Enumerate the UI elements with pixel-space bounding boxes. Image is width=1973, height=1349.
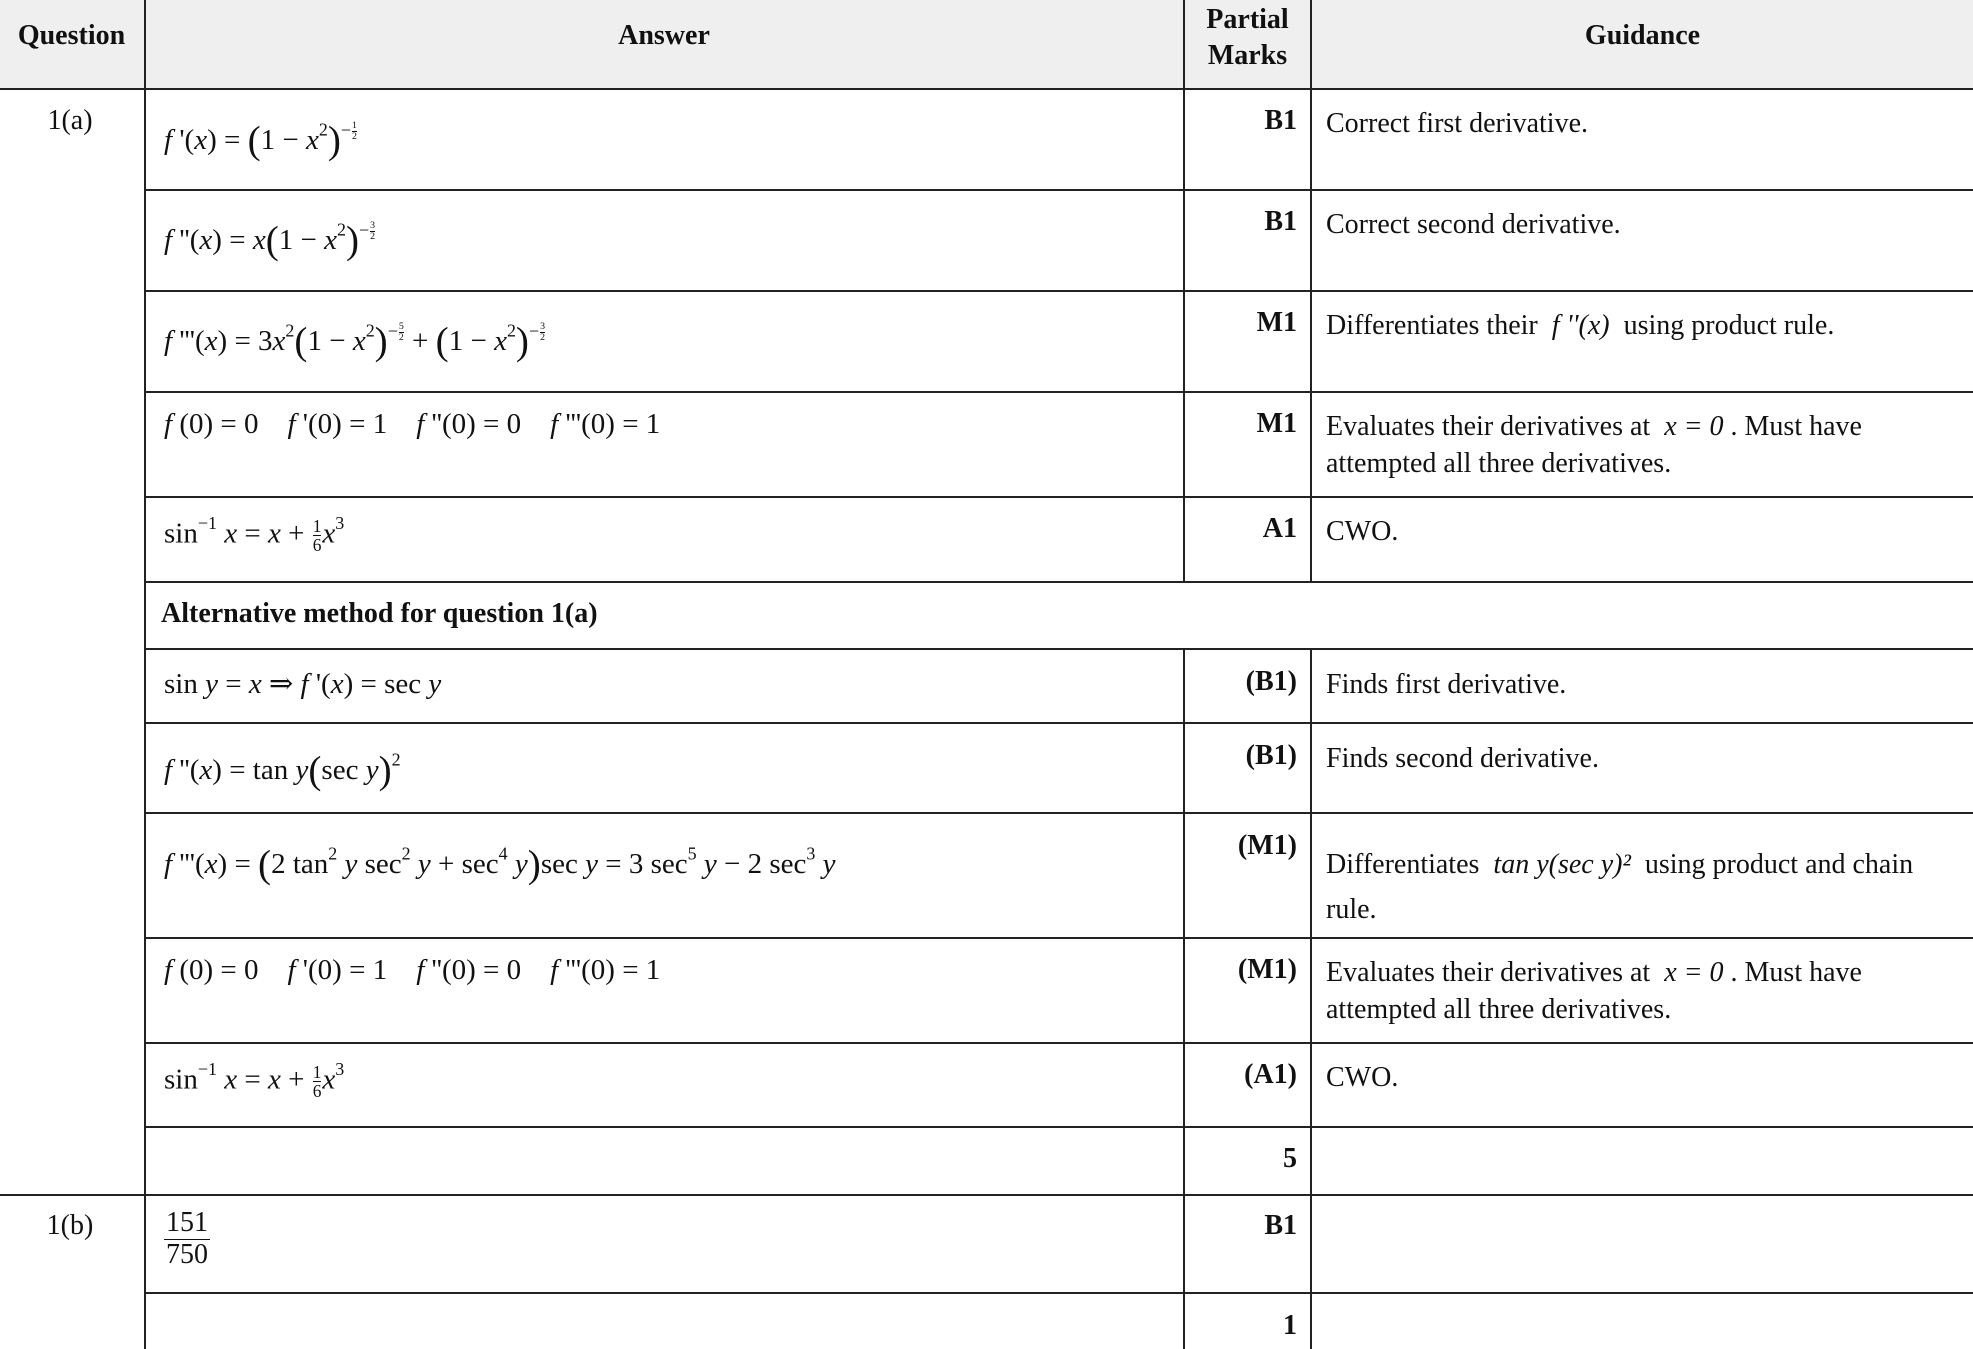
partial-mark: (M1) <box>1237 830 1297 861</box>
answer-evaluations: f (0) = 0 f '(0) = 1 f ''(0) = 0 f '''(0) = 1 <box>164 408 661 440</box>
question-label-1b: 1(b) <box>46 1210 94 1241</box>
alt-answer-evaluations: f (0) = 0 f '(0) = 1 f ''(0) = 0 f '''(0) = 1 <box>164 954 661 986</box>
alt-answer-second-derivative: f ''(x) = tan y(sec y)$^2$ <box>164 749 401 792</box>
guidance-text: Evaluates their derivatives at x = 0 . Must have attempted all three derivatives. <box>1326 957 1862 1025</box>
total-marks-1a: 5 <box>1283 1143 1297 1174</box>
answer-first-derivative: f '$(x) = (1 - x^2)^{- \frac{1}{2}}$ <box>164 119 357 162</box>
guidance-text: Differentiates their f ''(x) using product rule. <box>1326 310 1835 341</box>
answer-third-derivative: f '''$(x) = 3x^2(1 - x^2)^{- \frac{5}{2}}$ + $(1 - x^2)^{- \frac{3}{2}}$ <box>164 320 546 363</box>
answer-1b-numerator: 151 <box>166 1207 208 1238</box>
total-marks-1b: 1 <box>1283 1310 1297 1341</box>
guidance-text: Finds first derivative. <box>1326 669 1567 700</box>
guidance-text: Correct second derivative. <box>1326 209 1621 240</box>
partial-marks-line2: Marks <box>1207 40 1288 71</box>
partial-mark: (B1) <box>1245 666 1297 697</box>
alt-answer-series: $\sin^{-1} x = x$ + $\frac{1}{6}$ $x^3$ <box>164 1058 345 1102</box>
partial-mark: M1 <box>1256 307 1297 338</box>
partial-marks-line1: Partial <box>1206 4 1289 35</box>
answer-second-derivative: f ''$(x) = x(1 - x^2)^{- \frac{3}{2}}$ <box>164 219 376 262</box>
partial-mark: (A1) <box>1244 1059 1297 1090</box>
question-label-1a: 1(a) <box>47 105 93 136</box>
answer-series: $\sin^{-1} x = x$ + $\frac{1}{6}$ $x^3$ <box>164 512 345 556</box>
answer-1b-denominator: 750 <box>166 1238 208 1270</box>
guidance-text: Finds second derivative. <box>1326 743 1599 774</box>
partial-mark: B1 <box>1264 206 1297 237</box>
partial-mark: (B1) <box>1245 740 1297 771</box>
partial-mark: B1 <box>1264 105 1297 136</box>
column-header-answer: Answer <box>618 20 710 51</box>
guidance-text: Correct first derivative. <box>1326 108 1589 139</box>
answer-1b-fraction <box>164 1208 210 1273</box>
partial-mark: M1 <box>1256 408 1297 439</box>
guidance-text: CWO. <box>1326 1062 1399 1093</box>
alt-answer-first-derivative: sin y = x ⇒ f '(x) = sec y <box>164 668 442 700</box>
partial-mark: (M1) <box>1237 954 1297 985</box>
guidance-text: Differentiates tan y(sec y)² using product and chain rule. <box>1326 849 1914 925</box>
column-header-guidance: Guidance <box>1584 20 1701 51</box>
partial-mark: B1 <box>1264 1210 1297 1241</box>
column-header-question: Question <box>17 20 126 51</box>
alternative-method-heading: Alternative method for question 1(a) <box>161 598 598 629</box>
guidance-text: CWO. <box>1326 516 1399 547</box>
partial-mark: A1 <box>1262 513 1297 544</box>
alt-answer-third-derivative: f '''(x) = (2 $\tan^2 y$ $\sec^2 y + \sec^4 y)\sec$ y = 3 $\sec^5 y - 2$ $\sec^3 y$ <box>164 843 836 886</box>
guidance-text: Evaluates their derivatives at x = 0 . Must have attempted all three derivatives. <box>1326 411 1862 479</box>
